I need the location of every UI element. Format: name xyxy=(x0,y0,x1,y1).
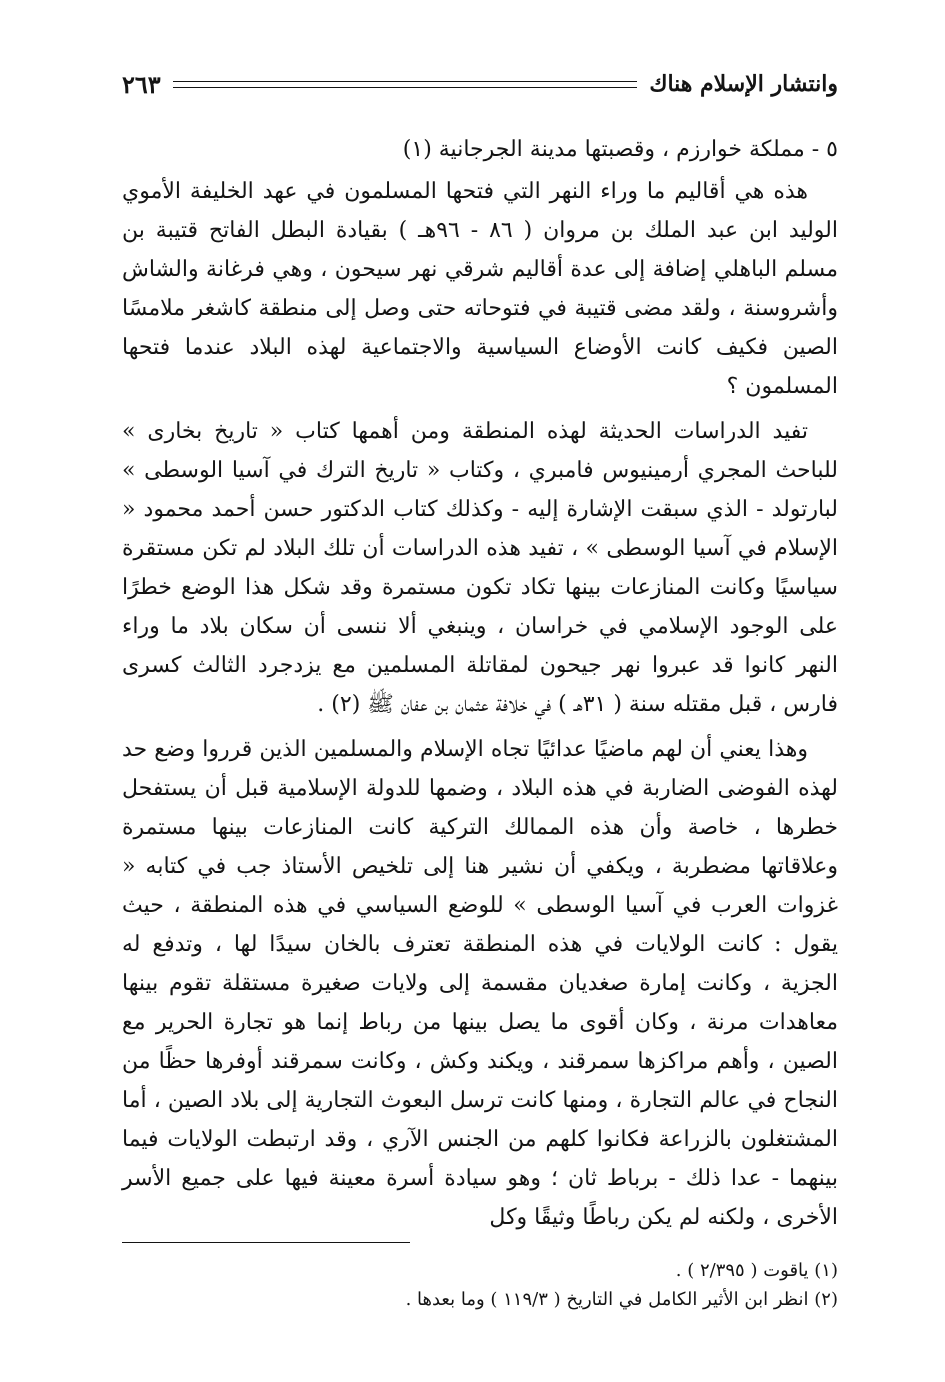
paragraph-2: تفيد الدراسات الحديثة لهذه المنطقة ومن أهمها كتاب « تاريخ بخارى » للباحث المجري أرمينيوس فامبري ، وكتاب « تاريخ الترك في آسيا الوسطى » لبارتولد - الذي سبقت الإشارة إليه - وكذلك كتاب الدكتور حسن أحمد محمود « الإسلام في آسيا الوسطى » ، تفيد هذه الدراسات أن تلك البلاد لم تكن مستقرة سياسيًا وكانت المنازعات بينها تكاد تكون مستمرة وقد شكل هذا الوضع خطرًا على الوجود الإسلامي في خراسان ، وينبغي ألا ننسى أن سكان بلاد ما وراء النهر كانوا قد عبروا نهر جيحون لمقاتلة المسلمين مع يزدجرد الثالث كسرى فارس ، قبل مقتله سنة ( ٣١هـ ) في خلافة عثمان بن عفان ﷺ (٢) . xyxy=(122,419,838,717)
running-header xyxy=(122,64,838,104)
header-rule xyxy=(173,81,638,88)
footnote-separator xyxy=(122,1242,410,1243)
page-number: ٢٦٣ xyxy=(122,69,161,99)
running-title: وانتشار الإسلام هناك xyxy=(649,71,838,97)
book-page xyxy=(122,60,838,1350)
list-item-5: ٥ - مملكة خوارزم ، وقصبتها مدينة الجرجانية (١) xyxy=(402,137,838,162)
footnote-2: (٢) انظر ابن الأثير الكامل في التاريخ ( ١١٩/٣ ) وما بعدها . xyxy=(405,1289,838,1310)
main-text xyxy=(122,130,838,1237)
paragraph-3: وهذا يعني أن لهم ماضيًا عدائيًا تجاه الإسلام والمسلمين الذين قرروا وضع حد لهذه الفوضى الضاربة في هذه البلاد ، وضمها للدولة الإسلامية قبل أن يستفحل خطرها ، خاصة وأن هذه الممالك التركية كانت المنازعات بينها مستمرة وعلاقاتها مضطربة ، ويكفي أن نشير هنا إلى تلخيص الأستاذ جب في كتابه « غزوات العرب في آسيا الوسطى » للوضع السياسي في هذه المنطقة ، حيث يقول : كانت الولايات في هذه المنطقة تعترف بالخان سيدًا لها ، وتدفع له الجزية ، وكانت إمارة صغديان مقسمة إلى ولايات صغيرة مستقلة تقوم بينها معاهدات مرنة ، وكان أقوى ما يصل بينها من رباط إنما هو تجارة الحرير مع الصين ، وأهم مراكزها سمرقند ، ويكند وكش ، وكانت سمرقند أوفرها حظًا من النجاح في عالم التجارة ، ومنها كانت ترسل البعوث التجارية إلى بلاد الصين ، أما المشتغلون بالزراعة فكانوا كلهم من الجنس الآري ، وقد ارتبطت الولايات فيما بينهما - عدا ذلك - برباط ثان ؛ وهو سيادة أسرة معينة فيها على جميع الأسر الأخرى ، ولكنه لم يكن رباطًا وثيقًا وكل xyxy=(122,737,838,1230)
paragraph-1: هذه هي أقاليم ما وراء النهر التي فتحها المسلمون في عهد الخليفة الأموي الوليد ابن عبد الملك بن مروان ( ٨٦ - ٩٦هـ ) بقيادة البطل الفاتح قتيبة بن مسلم الباهلي إضافة إلى عدة أقاليم شرقي نهر سيحون ، وهي فرغانة والشاش وأشروسنة ، ولقد مضى قتيبة في فتوحاته حتى وصل إلى منطقة كاشغر ملامسًا الصين فكيف كانت الأوضاع السياسية والاجتماعية لهذه البلاد عندما فتحها المسلمون ؟ xyxy=(122,179,838,399)
footnotes xyxy=(122,1256,838,1314)
footnote-1: (١) ياقوت ( ٢/٣٩٥ ) . xyxy=(675,1260,838,1281)
